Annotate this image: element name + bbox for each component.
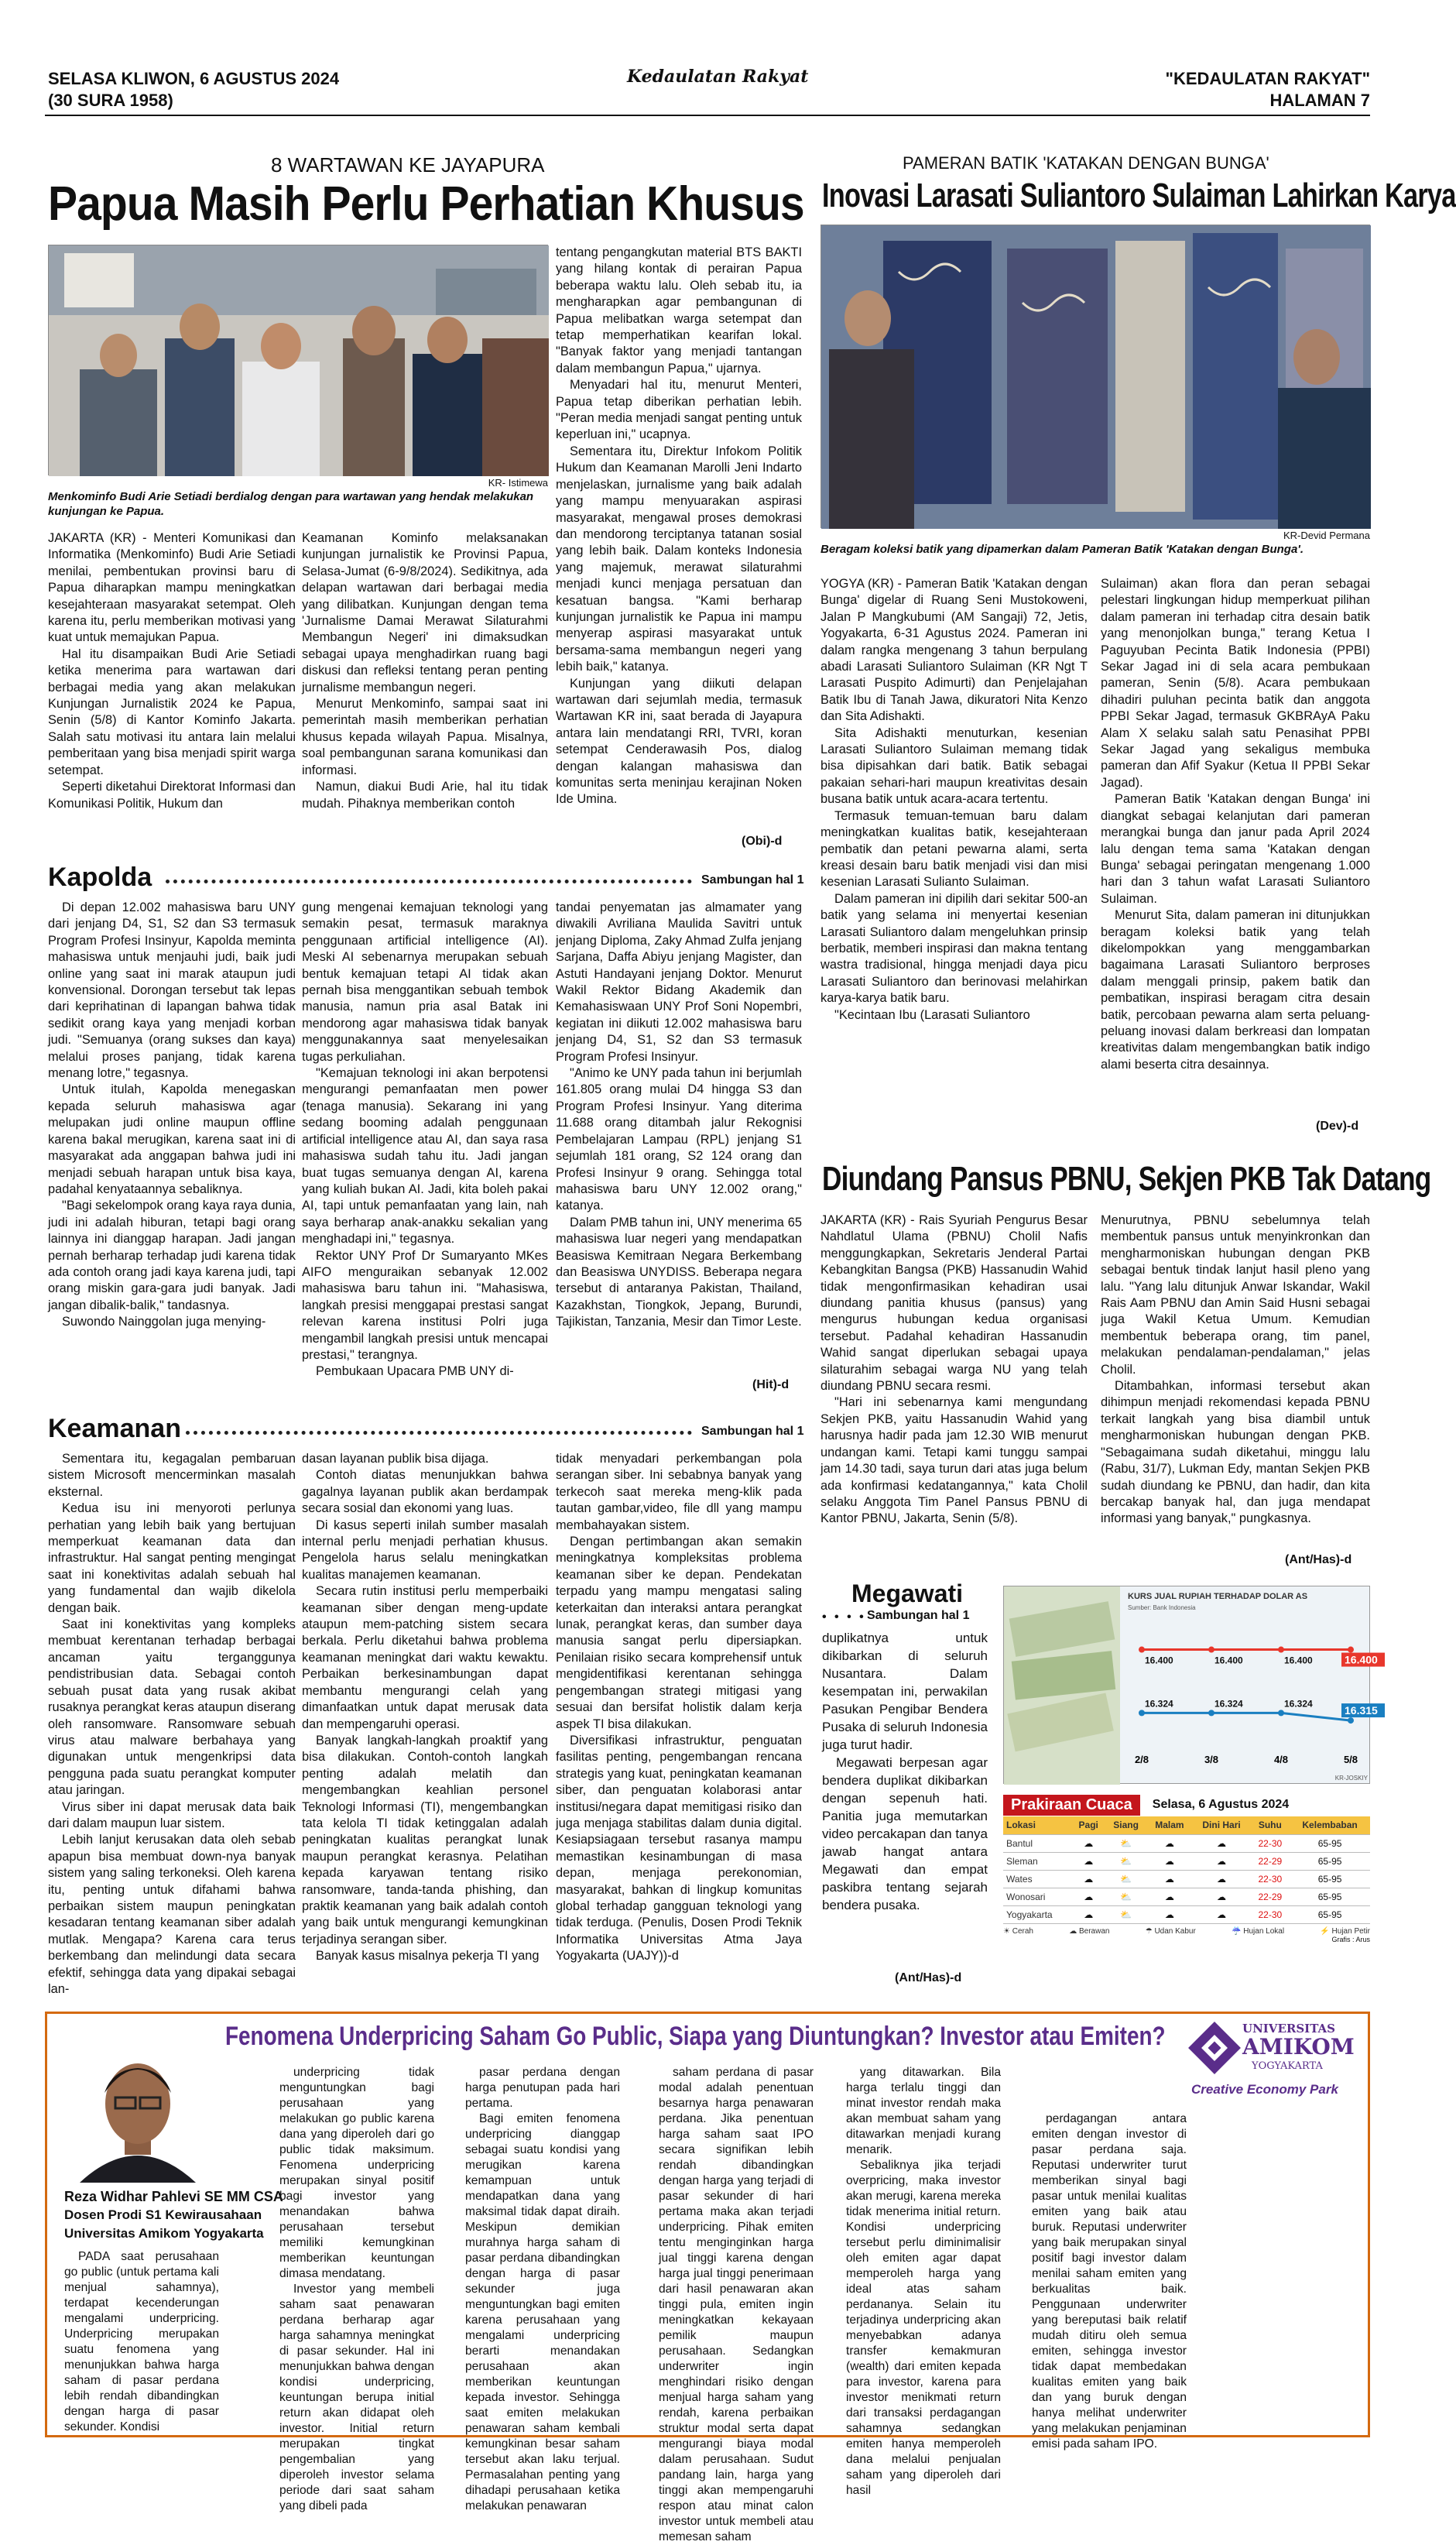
- cloud-icon: ☁: [1193, 1888, 1251, 1905]
- kurs-plot: [1135, 1647, 1385, 1765]
- x-tick-label: 2/8: [1134, 1754, 1149, 1765]
- weather-col-siang: Siang: [1105, 1816, 1146, 1834]
- storm-icon: ⚡ Hujan Petir: [1320, 1926, 1370, 1936]
- cloud-icon: ☁: [1071, 1834, 1105, 1852]
- megawati-dots: • • • •: [822, 1610, 866, 1624]
- art3-signoff: (Ant/Has)-d: [1285, 1553, 1352, 1566]
- art1-signoff: (Obi)-d: [742, 835, 783, 848]
- megawati-continuation: Sambungan hal 1: [867, 1609, 970, 1622]
- art1-para: Namun, diakui Budi Arie, hal itu tidak mudah. Pihaknya memberikan contoh: [302, 780, 548, 811]
- weather-humidity: 65-95: [1290, 1888, 1370, 1905]
- kapolda-signoff: (Hit)-d: [752, 1378, 790, 1391]
- legend-item: Udan Kabur: [1154, 1926, 1196, 1936]
- cloud-icon: ☁: [1193, 1852, 1251, 1870]
- kurs-chart-svg: [1004, 1586, 1378, 1785]
- art2-para: Sulaiman) akan flora dan peran sebagai pelestari lingkungan hidup memperkuat pilihan dalam pameran ini terhadap citra desain batik yang menonjolkan bunga," terang Ketua I Paguyuban Pecinta Batik Indonesia (PPBI) Sekar Jagad ini di sela acara pembukaan pameran, Senin (5/8). Acara pembukaan dihadiri puluhan pecinta batik dan anggota PPBI Sekar Jagad, termasuk GKBRAyA Paku Alam X selaku salah satu Penasihat PPBI Sekar Jagad yang sekaligus membuka pameran dan Afif Syakur (Ketua II PPBI Sekar Jagad).: [1101, 577, 1370, 790]
- keamanan-para: Banyak kasus misalnya pekerja TI yang: [316, 1949, 540, 1964]
- weather-col-lokasi: Lokasi: [1003, 1816, 1071, 1834]
- art3-para: JAKARTA (KR) - Rais Syuriah Pengurus Besar Nahdlatul Ulama (PBNU) Cholil Nafis menggungkapkan, Sekretaris Jenderal Partai Kebangkitan Bangsa (PKB) Hassanudin Wahid tidak mengonfirmasikan kehadiran usai diundang panitia khusus (pansus) yang mengurus hubungan kedua organisasi tersebut. Padahal kehadiran Hassanudin Wahid sangat diperlukan sebagai upaya silaturahim sebagai warga NU yang telah diundang PBNU secara resmi.: [820, 1213, 1088, 1394]
- ad-column-3: [465, 2065, 620, 2512]
- cloud-icon: ☁: [1071, 1888, 1105, 1905]
- data-label: 16.324: [1145, 1698, 1173, 1710]
- art2-para: Termasuk temuan-temuan baru dalam meningkatkan kualitas batik, kesejahteraan pembatik dan petani pewarna alami, serta kreasi desain baru batik menjadi visi dan misi kesenian Larasati Sulianto Sulaiman.: [820, 808, 1088, 890]
- weather-temp: 22-29: [1251, 1888, 1290, 1905]
- art3-para: Menurutnya, PBNU sebelumnya telah membentuk pansus untuk menyinkronkan dan mengharmoniskan hubungan dengan PKB sebagai bentuk tindak lanjut hasil pleno yang lalu. "Yang lalu ditunjuk Anwar Iskandar, Wakil Rais Aam PBNU dan Amin Said Husni sebagai juga Wakil Ketua Umum. Kemudian membentuk beberapa orang, tim panel, melakukan pendalaman-pendalaman," jelas Cholil.: [1101, 1213, 1370, 1377]
- art2-caption: Beragam koleksi batik yang dipamerkan dalam Pameran Batik 'Katakan dengan Bunga'.: [820, 543, 1304, 556]
- cloud-icon: ☁: [1193, 1834, 1251, 1852]
- masthead-logo: Kedaulatan Rakyat: [627, 67, 809, 87]
- batik-exhibition-photo: [821, 225, 1371, 529]
- x-tick-label: 3/8: [1204, 1754, 1219, 1765]
- art1-headline: Papua Masih Perlu Perhatian Khusus: [48, 177, 804, 231]
- weather-col-pagi: Pagi: [1071, 1816, 1105, 1834]
- cloud-icon: ☁: [1146, 1888, 1192, 1905]
- data-label: 16.400: [1145, 1655, 1173, 1666]
- amikom-emblem-icon: [1191, 2025, 1238, 2071]
- weather-legend: [1003, 1927, 1370, 1936]
- art3-para: "Hari ini sebenarnya kami mengundang Sekjen PKB, yaitu Hassanudin Wahid yang harusnya hadir pada jam 12.30 WIB menurut undangan kami. Tetapi kami tunggu sampai jam 14.30 tadi, saya turun dari atas juga belum ada konfirmasi kedatangannya," kata Cholil selaku Anggota Tim Panel Pansus PBNU di Kantor PBNU, Jakarta, Senin (5/8).: [820, 1395, 1088, 1526]
- data-point: [1348, 1647, 1354, 1653]
- logo-name: AMIKOM: [1242, 2034, 1355, 2060]
- art2-kicker: PAMERAN BATIK 'KATAKAN DENGAN BUNGA': [903, 153, 1269, 173]
- art1-para: Menurut Menkominfo, sampai saat ini pemerintah masih memberikan perhatian khusus kepada wilayah Papua. Misalnya, soal pembangunan sarana komunikasi dan informasi.: [302, 697, 548, 777]
- kapolda-para: "Animo ke UNY pada tahun ini berjumlah 161.805 orang mulai D4 hingga S3 dan Program Profesi Insinyur. Yang diterima 11.688 orang ditambah jalur Rekognisi Pembelajaran Lampau (RPL) jenjang S1 sejumlah 181 orang, S2 124 orang dan Profesi Insinyur 9 orang. Sehingga total mahasiswa baru UNY 12.002 orang," katanya.: [556, 1066, 802, 1213]
- kapolda-para: gung mengenai kemajuan teknologi yang semakin pesat, termasuk maraknya penggunaan artificial intelligence (AI). Meski AI sebenarnya merupakan sebuah bentuk kemajuan tetapi AI tidak akan pernah bisa menggantikan sebuah tembok manusia, namun pria asal Batak ini mendorong agar mahasiswa tidak banyak menggunakannya saat menyelesaikan tugas perkuliahan.: [302, 900, 548, 1064]
- weather-temp: 22-30: [1251, 1870, 1290, 1888]
- weather-humidity: 65-95: [1290, 1905, 1370, 1923]
- keamanan-para: Diversifikasi infrastruktur, penguatan fasilitas penting, pengembangan rencana strategis yang kuat, peningkatan keamanan siber, dan penguatan kolaborasi antar institusi/negara dapat memitigasi risiko dan juga menjaga stabilitas dalam dunia digital. Kesiapsiagaan tersebut rasanya mampu memastikan kesinambungan di masa depan, menjaga perekonomian, masyarakat, bahkan di lingkup komunitas global terhadap gangguan teknologi yang tidak terduga. (Penulis, Dosen Prodi Teknik Informatika Universitas Atma Jaya Yogyakarta (UAJY))-d: [556, 1733, 802, 1964]
- officials-meeting-photo: [49, 245, 549, 476]
- kapolda-para: "Kemajuan teknologi ini akan berpotensi mengurangi pemanfaatan men power (tenaga manusia). Sekarang ini yang sedang booming adalah penggunaan artificial intelligence atau AI, dan saya rasa mahasiswa sudah tahu itu. Jadi jangan buat tugas semuanya dengan AI, karena yang kuliah bukan AI. Jadi, kita boleh pakai AI, tapi untuk pemanfaatan yang lain, nah saya berharap anak-anakku sekalian yang menghadapi ini," tegasnya.: [302, 1066, 548, 1247]
- weather-row: [1003, 1870, 1370, 1888]
- art1-para: tentang pengangkutan material BTS BAKTI yang hilang kontak di perairan Papua beberapa waktu lalu. Oleh sebab itu, ia mengharapkan agar pembangunan di Papua melibatkan warga setempat dan tetap memperhatikan kearifan lokal. "Banyak faktor yang menjadi tantangan dalam membangun Papua," ujarnya.: [556, 245, 802, 376]
- keamanan-para: tidak menyadari perkembangan pola serangan siber. Ini sebabnya banyak yang terkecoh saat mereka meng-klik pada tautan gambar,video, file dll yang mampu membahayakan sistem.: [556, 1452, 802, 1532]
- weather-col-malam: Malam: [1146, 1816, 1192, 1834]
- art1-kicker: 8 WARTAWAN KE JAYAPURA: [271, 153, 545, 177]
- keamanan-para: Dengan pertimbangan akan semakin meningkatnya kompleksitas problema keamanan siber ke depan. Pendekatan terpadu yang mampu mengatasi saling keterkaitan dan interaksi antara perangkat lunak, perangkat keras, dan sumber daya manusia sangat perlu dipersiapkan. Penilaian risiko secara komprehensif untuk mengidentifikasi kerentanan sehingga pengembangan strategi mitigasi yang sesuai dan bersifat holistik dalam kerja aspek TI bisa dilakukan.: [556, 1535, 802, 1731]
- ad-column-2: [279, 2065, 434, 2512]
- cloud-icon: ☁: [1146, 1834, 1192, 1852]
- kapolda-dots: [166, 880, 692, 883]
- keamanan-para: Saat ini konektivitas yang kompleks membuat kerentanan terhadap berbagai ancaman yaitu terganggunya pendistribusian data. Sebagai contoh sebuah pusat data yang rusak akibat rusaknya perangkat keras ataupun diserang oleh ransomware. Ransomware sebuah virus atau malware berbahaya yang digunakan untuk mengenkripsi data pengguna pada suatu perangkat komputer atau jaringan.: [48, 1617, 296, 1798]
- data-label: 16.400: [1284, 1655, 1313, 1666]
- kurs-chart: [1003, 1586, 1378, 1784]
- art1-para: Kunjungan yang diikuti delapan wartawan dari sejumlah media, termasuk Wartawan KR ini, saat berada di Jayapura antara lain mendatangi RRI, TVRI, koran setempat Cenderawasih Pos, dialog dengan kalangan mahasiswa dan komunitas serta meninjau kerajinan Noken Ide Umina.: [556, 676, 802, 807]
- art2-para: "Kecintaan Ibu (Larasati Suliantoro: [834, 1007, 1030, 1022]
- weather-location: Wonosari: [1003, 1888, 1071, 1905]
- keamanan-dots: [186, 1431, 692, 1435]
- kapolda-continuation: Sambungan hal 1: [701, 873, 804, 887]
- author-portrait: [64, 2036, 211, 2183]
- cloud-icon: ☁ Berawan: [1069, 1926, 1110, 1936]
- kapolda-para: Di depan 12.002 mahasiswa baru UNY dari jenjang D4, S1, S2 dan S3 termasuk Program Profesi Insinyur, Kapolda meminta mahasiswa untuk menjauhi judi, baik judi online yang saat ini marak ataupun judi konvensional. Dorongan tersebut tak lepas dari keprihatinan di lapangan bahwa tidak sedikit orang kaya yang menjadi korban judi. "Semuanya (orang sukses dan kaya) melalui proses panjang, tidak karena menang lotre," tegasnya.: [48, 900, 296, 1081]
- weather-col-kelembaban: Kelembaban: [1290, 1816, 1370, 1834]
- weather-row: [1003, 1905, 1370, 1923]
- art3-column-2: [1101, 1212, 1370, 1553]
- keamanan-column-1: [48, 1451, 296, 2001]
- ad-para: yang ditawarkan. Bila harga terlalu tinggi dan minat investor rendah maka akan membuat saham yang ditawarkan menjadi kurang menarik.: [846, 2066, 1001, 2156]
- weather-location: Wates: [1003, 1870, 1071, 1888]
- keamanan-column-3: [556, 1451, 802, 2001]
- weather-credit: Grafis : Arus: [1331, 1935, 1370, 1943]
- keamanan-para: Di kasus seperti inilah sumber masalah internal perlu menjadi perhatian khusus. Pengelola harus selalu meningkatkan kualitas manajemen keamanan.: [302, 1518, 548, 1582]
- weather-humidity: 65-95: [1290, 1852, 1370, 1870]
- art1-para: Seperti diketahui Direktorat Informasi dan Komunikasi Politik, Hukum dan: [48, 780, 296, 811]
- legend-item: Hujan Lokal: [1243, 1926, 1285, 1936]
- ad-para: saham perdana di pasar modal adalah penentuan besarnya harga penawaran perdana. Jika penentuan harga saham saat IPO secara signifikan lebih rendah dibandingkan dengan harga yang terjadi di pasar sekunder di hari pertama maka akan terjadi underpricing. Pihak emiten tentu menginginkan harga jual tinggi karena dengan harga jual tinggi penerimaan dari hasil penawaran akan tinggi pula, emiten ingin meningkatkan kekayaan pemilik maupun perusahaan. Sedangkan underwriter ingin menghindari risiko dengan menjual harga saham yang rendah, karena perbaikan struktur modal serta dapat mengurangi biaya modal dalam perusahaan. Sudut pandang lain, harga yang tinggi akan mempengaruhi respon atau minat calon investor untuk membeli atau memesan saham: [659, 2066, 814, 2543]
- data-label: 16.400: [1214, 1655, 1243, 1666]
- ad-para: PADA saat perusahaan go public (untuk pertama kali menjual sahamnya), terdapat kecenderungan mengalami underpricing. Underpricing merupakan suatu fenomena yang menunjukkan bahwa harga saham di pasar perdana lebih rendah dibandingkan dengan harga di pasar sekunder. Kondisi: [64, 2250, 219, 2434]
- weather-location: Bantul: [1003, 1834, 1071, 1852]
- kapolda-para: "Bagi sekelompok orang kaya raya dunia, judi ini adalah hiburan, tetapi bagi orang lainnya ini dianggap harapan. Jadi jangan pernah berharap terhadap judi karena tidak ada contoh orang jadi kaya karena judi, tapi orang miskin gara-gara judi banyak. Jadi jangan dibalik-balik," tandasnya.: [48, 1199, 296, 1312]
- art2-para: Sita Adishakti menuturkan, kesenian Larasati Suliantoro Sulaiman memang tidak bisa dipisahkan dari batik. Batik sebagai pakaian sehari-hari maupun kreativitas desain busana batik untuk acara-acara tertentu.: [820, 725, 1088, 807]
- logo-city: YOGYAKARTA: [1252, 2060, 1323, 2072]
- cloud-icon: ☁: [1071, 1905, 1105, 1923]
- kapolda-title: Kapolda: [48, 863, 152, 892]
- ad-column-5: [846, 2065, 1001, 2497]
- data-point: [1348, 1717, 1354, 1724]
- author-photo: [64, 2036, 211, 2183]
- art2-photo-credit: KR-Devid Permana: [1283, 530, 1370, 541]
- masthead-rule: [45, 115, 1370, 116]
- art1-para: JAKARTA (KR) - Menteri Komunikasi dan Informatika (Menkominfo) Budi Arie Setiadi menilai, pembentukan provinsi baru di Papua diharapkan mampu meningkatkan kesejahteraan masyarakat setempat. Oleh karena itu, perlu memberikan motivasi yang kuat untuk memajukan Papua.: [48, 531, 296, 645]
- art3-para: Ditambahkan, informasi tersebut akan dihimpun menjadi rekomendasi kepada PBNU terkait langkah yang bisa diambil untuk mengharmoniskan hubungan dengan PKB. "Sebagaimana sudah diketahui, minggu lalu (Rabu, 31/7), Lukman Edy, mantan Sekjen PKB sudah diundang ke PBNU, dan hadir, dan kita bercakap banyak hal, dan juga mendapat informasi yang banyak," pungkasnya.: [1101, 1379, 1370, 1526]
- keamanan-para: Kedua isu ini menyoroti perlunya perhatian yang lebih baik yang bertujuan memperkuat keamanan data dan infrastruktur. Hal sangat penting mengingat saat ini konektivitas adalah sebuah hal yang fundamental dan wajib dikelola dengan baik.: [48, 1501, 296, 1615]
- kapolda-para: Suwondo Nainggolan juga menying-: [62, 1315, 266, 1329]
- megawati-signoff: (Ant/Has)-d: [895, 1971, 962, 1984]
- weather-table: [1003, 1816, 1370, 1924]
- art1-column-2: [302, 530, 548, 848]
- art1-photo-credit: KR- Istimewa: [488, 477, 548, 489]
- sun-cloud-icon: ⛅: [1105, 1852, 1146, 1870]
- page-number: HALAMAN 7: [1269, 91, 1370, 110]
- weather-humidity: 65-95: [1290, 1870, 1370, 1888]
- keamanan-para: Secara rutin institusi perlu memperbaiki keamanan siber dengan meng-update ataupun mem-patching sistem secara berkala. Perlu diketahui bahwa problema keamanan meningkat dari waktu kewaktu. Perbaikan berkesinambungan dapat membantu mengurangi celah yang dimanfaatkan untuk dapat merusak data dan mempengaruhi operasi.: [302, 1584, 548, 1731]
- art1-para: Hal itu disampaikan Budi Arie Setiadi ketika menerima para wartawan dari berbagai media yang akan melakukan Kunjungan Jurnalistik 2024 ke Papua, Senin (5/8) di Kantor Kominfo Jakarta. Salah satu motivasi itu antara lain melalui pemberitaan yang bisa menjadi spirit warga setempat.: [48, 647, 296, 777]
- art3-headline: Diundang Pansus PBNU, Sekjen PKB Tak Datang: [822, 1160, 1431, 1198]
- data-point: [1208, 1647, 1214, 1653]
- art2-photo: [820, 225, 1370, 528]
- cloud-icon: ☁: [1146, 1870, 1192, 1888]
- data-point: [1278, 1710, 1284, 1716]
- kapolda-column-3: [556, 900, 802, 1384]
- data-point: [1139, 1710, 1145, 1716]
- art2-para: Dalam pameran ini dipilih dari sekitar 500-an batik yang selama ini menyertai kesenian Larasati Suliantoro dalam mengeluhkan prinsip berbatik, memberi inspirasi dan makna tentang wastra tradisional, hingga menjadi daya picu Larasati Suliantoro dan berinovasi melahirkan karya-karya batik baru.: [820, 891, 1088, 1006]
- art2-column-2: [1101, 576, 1370, 1134]
- cloud-icon: ☁: [1193, 1870, 1251, 1888]
- art1-para: Menyadari hal itu, menurut Menteri, Papua tetap diberikan perhatian lebih. "Peran media menjadi sangat penting untuk keperluan ini," ucapnya.: [556, 378, 802, 442]
- amikom-advertorial: [45, 2012, 1370, 2543]
- data-label: 16.324: [1284, 1698, 1313, 1710]
- art2-column-1: [820, 576, 1088, 1134]
- kapolda-para: Untuk itulah, Kapolda menegaskan kepada seluruh mahasiswa agar melupakan judi online maupun offline karena bakal merugikan, karena saat ini di masyarakat ada anggapan bahwa judi ini menjadi sebuah harapan untuk bisa kaya, padahal kenyataannya sebaliknya.: [48, 1082, 296, 1196]
- weather-row: [1003, 1888, 1370, 1905]
- hijri-date: (30 SURA 1958): [48, 91, 173, 110]
- weather-location: Yogyakarta: [1003, 1905, 1071, 1923]
- weather-box: [1003, 1793, 1370, 1970]
- keamanan-para: Virus siber ini dapat merusak data baik dari dalam maupun luar sistem.: [48, 1799, 296, 1830]
- paper-title: "KEDAULATAN RAKYAT": [1165, 69, 1370, 88]
- cloud-icon: ☁: [1146, 1852, 1192, 1870]
- data-point: [1208, 1710, 1214, 1716]
- sun-icon: ☀ Cerah: [1003, 1926, 1033, 1936]
- ad-title: Fenomena Underpricing Saham Go Public, Siapa yang Diuntungkan? Investor atau Emiten?: [225, 2022, 1166, 2051]
- data-label: 16.400: [1345, 1653, 1378, 1666]
- kurs-title: KURS JUAL RUPIAH TERHADAP DOLAR AS: [1128, 1592, 1308, 1601]
- amikom-logo: [1191, 2022, 1362, 2107]
- drizzle-icon: ☂ Udan Kabur: [1145, 1926, 1196, 1936]
- ad-para: pasar perdana dengan harga penutupan pada hari pertama.: [465, 2066, 620, 2110]
- megawati-title: Megawati: [851, 1579, 964, 1607]
- weather-title: Prakiraan Cuaca: [1003, 1795, 1140, 1816]
- art2-signoff: (Dev)-d: [1316, 1120, 1359, 1133]
- weather-temp: 22-29: [1251, 1852, 1290, 1870]
- date-line: [48, 68, 339, 111]
- weather-temp: 22-30: [1251, 1834, 1290, 1852]
- keamanan-para: Lebih lanjut kerusakan data oleh sebab apapun bisa membuat down-nya banyak sistem yang saling terkoneksi. Oleh karena itu, penting untuk difahami bahwa perbaikan sistem maupun peningkatan kesadaran tentang keamanan siber adalah mutlak. Mengapa? Karena cara terus berkembang dan melindungi data secara efektif, sehingga data yang dipakai sebagai lan-: [48, 1833, 296, 1996]
- art1-column-3: [556, 245, 802, 841]
- art2-para: Pameran Batik 'Katakan dengan Bunga' ini diangkat sebagai kelanjutan dari pameran merangkai bunga dan janur pada April 2024 lalu dengan tema sama 'Katakan dengan Bunga' sebagai peringatan mengenang 1.000 hari dan 3 tahun wafat Larasati Suliantoro Sulaiman.: [1101, 792, 1370, 906]
- kurs-source: Sumber: Bank Indonesia: [1128, 1604, 1196, 1611]
- ad-column-6: [1032, 2111, 1187, 2451]
- sun-cloud-icon: ⛅: [1105, 1905, 1146, 1923]
- keamanan-column-2: [302, 1451, 548, 2001]
- legend-item: Cerah: [1012, 1926, 1033, 1936]
- cloud-icon: ☁: [1193, 1905, 1251, 1923]
- keamanan-title: Keamanan: [48, 1414, 181, 1443]
- x-tick-label: 5/8: [1343, 1754, 1358, 1765]
- kapolda-para: tandai penyematan jas almamater yang diwakili Avriliana Maulida Savitri untuk jenjang Diploma, Zaky Ahmad Zulfa jenjang Sarjana, Daffa Abiyu jenjang Magister, dan Astuti Handayani jenjang Doktor. Menurut Wakil Rektor Bidang Akademik dan Kemahasiswaan UNY Prof Soni Nopembri, kegiatan ini diikuti 12.002 mahasiswa baru jenjang D4, S1, S2 dan S3 termasuk Program Profesi Insinyur.: [556, 900, 802, 1064]
- art2-para: Menurut Sita, dalam pameran ini ditunjukkan beragam koleksi batik yang telah dikelompokkan yang menggambarkan bagaimana Larasati Suliantoro berproses dalam menggali prinsip, pakem batik dan pembatikan, inspirasi beragam citra desain batik, percobaan pewarna alam serta peluang-peluang inovasi dalam berkreasi dan lompatan kreativitas dalam mengembangkan batik indigo alami beserta citra desainnya.: [1101, 908, 1370, 1072]
- legend-item: Hujan Petir: [1331, 1926, 1370, 1936]
- cloud-icon: ☁: [1071, 1852, 1105, 1870]
- art3-column-1: [820, 1212, 1088, 1553]
- ad-para: underpricing tidak menguntungkan bagi perusahaan yang melakukan go public karena dana yang diperoleh dari go public tidak maksimum. Fenomena underpricing merupakan sinyal positif bagi investor yang menandakan bahwa perusahaan tersebut memiliki kemungkinan memberikan keuntungan dimasa mendatang.: [279, 2066, 434, 2280]
- paper-name: [1166, 68, 1370, 111]
- x-tick-label: 4/8: [1273, 1754, 1289, 1765]
- ad-para: Bagi emiten fenomena underpricing dianggap sebagai suatu kondisi yang merugikan karena kemampuan untuk mendapatkan dana yang maksimal tidak dapat diraih. Meskipun demikian murahnya harga saham di pasar perdana dibandingkan dengan harga di pasar sekunder juga menguntungkan bagi emiten karena perusahaan yang mengalami underpricing berarti menandakan perusahaan akan memberikan keuntungan kepada investor. Sehingga saat emiten melakukan penawaran saham kembali kemungkinan besar saham tersebut akan laku terjual. Permasalahan penting yang dihadapi perusahaan ketika melakukan penawaran: [465, 2112, 620, 2512]
- art1-caption: Menkominfo Budi Arie Setiadi berdialog dengan para wartawan yang hendak melakukan kunjungan ke Papua.: [48, 490, 534, 518]
- art1-column-1: [48, 530, 296, 848]
- weather-header: [1003, 1793, 1370, 1816]
- data-label: 16.315: [1345, 1704, 1378, 1717]
- art1-photo: [48, 245, 548, 475]
- day-date: SELASA KLIWON, 6 AGUSTUS 2024: [48, 69, 340, 88]
- sun-cloud-icon: ⛅: [1105, 1834, 1146, 1852]
- author-name: Reza Widhar Pahlevi SE MM CSA: [64, 2189, 283, 2204]
- kapolda-para: Rektor UNY Prof Dr Sumaryanto MKes AIFO menguraikan sebanyak 12.002 mahasiswa baru tahun ini. "Mahasiswa, langkah presisi menggapai prestasi sangat relevan karena institusi Polri juga mengambil langkah presisi untuk mencapai prestasi," terangnya.: [302, 1248, 548, 1362]
- logo-tagline: Creative Economy Park: [1191, 2082, 1338, 2097]
- keamanan-para: Contoh diatas menunjukkan bahwa gagalnya layanan publik akan berdampak secara sosial dan ekonomi yang luas.: [302, 1468, 548, 1516]
- megawati-para: Megawati berpesan agar bendera duplikat dikibarkan dengan sepenuh hati. Panitia juga memutarkan video percakapan dan tanya jawab hangat antara Megawati dan empat paskibra tentang sejarah bendera pusaka.: [822, 1755, 988, 1912]
- weather-temp: 22-30: [1251, 1905, 1290, 1923]
- ad-para: perdagangan antara emiten dengan investor di pasar perdana saja. Reputasi underwriter turut memberikan sinyal bagi pasar untuk menilai kualitas emiten yang baik atau buruk. Reputasi underwriter yang baik merupakan sinyal positif bagi investor dalam menilai saham emiten yang berkualitas baik. Penggunaan underwriter yang bereputasi baik relatif mudah ditiru oleh semua emiten, sehingga investor tidak dapat membedakan kualitas emiten yang baik dan yang buruk dengan hanya melihat underwriter yang melakukan penjaminan emisi pada saham IPO.: [1032, 2112, 1187, 2451]
- legend-item: Berawan: [1079, 1926, 1110, 1936]
- data-label: 16.324: [1214, 1698, 1243, 1710]
- art1-para: Keamanan Kominfo melaksanakan kunjungan jurnalistik ke Provinsi Papua, Selasa-Jumat (6-9/8/2024). Sedikitnya, ada delapan wartawan dari berbagai media yang dilibatkan. Kunjungan dengan tema 'Jurnalisme Damai Merawat Silaturahmi Membangun Negeri' ini dimaksudkan sebagai upaya menghadirkan ruang bagi diskusi dan refleksi tentang peran penting jurnalisme membangun negeri.: [302, 531, 548, 695]
- ad-para: Investor yang membeli saham saat penawaran perdana berharap agar harga sahamnya meningkat di pasar sekunder. Hal ini menunjukkan bahwa dengan kondisi underpricing, keuntungan berupa initial return akan didapat oleh investor. Initial return merupakan tingkat pengembalian yang diperoleh investor selama periode dari saat saham yang dibeli pada: [279, 2283, 434, 2512]
- weather-col-dini: Dini Hari: [1193, 1816, 1251, 1834]
- weather-row: [1003, 1834, 1370, 1852]
- weather-location: Sleman: [1003, 1852, 1071, 1870]
- megawati-column: [822, 1629, 988, 1970]
- kurs-credit: KR-JOSKIY: [1334, 1775, 1368, 1782]
- cloud-icon: ☁: [1071, 1870, 1105, 1888]
- logo-top: UNIVERSITAS: [1242, 2022, 1336, 2036]
- weather-col-suhu: Suhu: [1251, 1816, 1290, 1834]
- keamanan-para: Banyak langkah-langkah proaktif yang bisa dilakukan. Contoh-contoh langkah penting adalah melatih dan mengembangkan keahlian personel Teknologi Informasi (TI), mengembangkan tata kelola TI tidak ketinggalan adalah peningkatan kualitas perangkat lunak maupun perangkat kerasnya. Pelatihan kepada karyawan tentang risiko ransomware, tanda-tanda phishing, dan praktik keamanan yang baik adalah contoh yang baik untuk mengurangi kemungkinan terjadinya serangan siber.: [302, 1733, 548, 1946]
- kapolda-column-2: [302, 900, 548, 1395]
- kapolda-para: Pembukaan Upacara PMB UNY di-: [316, 1364, 514, 1379]
- data-point: [1139, 1647, 1145, 1653]
- art2-headline: Inovasi Larasati Suliantoro Sulaiman Lahirkan Karya: [822, 177, 1456, 214]
- data-point: [1278, 1647, 1284, 1653]
- author-role: Dosen Prodi S1 Kewirausahaan: [64, 2207, 262, 2222]
- series-line: [1142, 1713, 1351, 1720]
- rain-icon: ☔ Hujan Lokal: [1232, 1926, 1285, 1936]
- art2-para: YOGYA (KR) - Pameran Batik 'Katakan dengan Bunga' digelar di Ruang Seni Mustokoweni, Jalan P Mangkubumi (AM Sangaji) 72, Jetis, Yogyakarta, 6-31 Agustus 2024. Pameran ini dalam rangka mengenang 3 tahun berpulang abadi Larasati Suliantoro Sulaiman (KR Ngt T Larasati Puspito Adimurti) dan Penjelajahan Batik Ibu di Tanah Jawa, dikuratori Nita Kenzo dan Sita Adishakti.: [820, 577, 1088, 724]
- cloud-icon: ☁: [1146, 1905, 1192, 1923]
- kapolda-para: Dalam PMB tahun ini, UNY menerima 65 mahasiswa luar negeri yang mendapatkan Beasiswa Kemitraan Negara Berkembang dan Beasiswa UNYDISS. Beberapa negara tersebut di antaranya Pakistan, Thailand, Kazakhstan, Tiongkok, Jepang, Burundi, Tajikistan, Tanzania, Mesir dan Timor Leste.: [556, 1215, 802, 1329]
- keamanan-para: Sementara itu, kegagalan pembaruan sistem Microsoft mencerminkan masalah eksternal.: [48, 1452, 296, 1499]
- keamanan-continuation: Sambungan hal 1: [701, 1425, 804, 1438]
- sun-cloud-icon: ⛅: [1105, 1888, 1146, 1905]
- keamanan-para: dasan layanan publik bisa dijaga.: [302, 1452, 489, 1466]
- weather-humidity: 65-95: [1290, 1834, 1370, 1852]
- weather-row: [1003, 1852, 1370, 1870]
- author-uni: Universitas Amikom Yogyakarta: [64, 2226, 264, 2241]
- ad-para: Sebaliknya jika terjadi overpricing, maka investor akan merugi, karena mereka tidak menerima initial return. Kondisi underpricing tersebut perlu diminimalisir oleh emiten agar dapat memperoleh harga yang ideal atas saham perdananya. Selain itu terjadinya underpricing akan menyebabkan adanya transfer kemakmuran (wealth) dari emiten kepada para investor, karena para investor menikmati return dari transaksi perdagangan sahamnya sedangkan emiten hanya memperoleh dana melalui penjualan saham yang diperoleh dari hasil: [846, 2159, 1001, 2497]
- kapolda-column-1: [48, 900, 296, 1395]
- weather-date: Selasa, 6 Agustus 2024: [1152, 1798, 1290, 1811]
- ad-column-1: [64, 2249, 219, 2432]
- sun-cloud-icon: ⛅: [1105, 1870, 1146, 1888]
- megawati-para: duplikatnya untuk dikibarkan di seluruh Nusantara. Dalam kesempatan ini, perwakilan Pasukan Pengibar Bendera Pusaka di seluruh Indonesia juga turut hadir.: [822, 1631, 988, 1752]
- art1-para: Sementara itu, Direktur Infokom Politik Hukum dan Keamanan Marolli Jeni Indarto menjelaskan, jurnalisme yang baik adalah yang mampu menyuarakan aspirasi masyarakat, mengawal proses demokrasi dan mendorong terciptanya tatanan sosial yang lebih baik. Dalam konteks Indonesia yang majemuk, merawat silaturahmi menjadi kunci menjaga persatuan dan kesatuan bangsa. "Kami berharap kunjungan jurnalistik ke Papua ini mampu menyerap aspirasi masyarakat untuk bersama-sama membangun negeri yang lebih baik," katanya.: [556, 444, 802, 674]
- ad-column-4: [659, 2065, 814, 2543]
